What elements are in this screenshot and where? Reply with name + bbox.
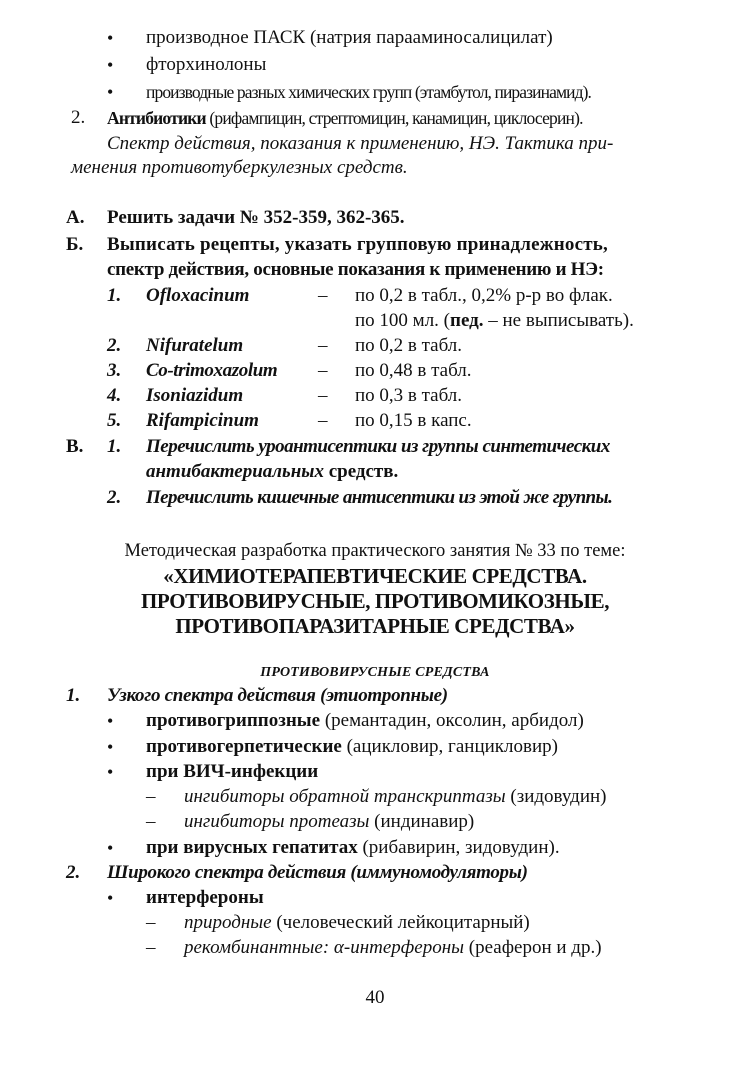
group1-title: Узкого спектра действия (этиотропные) bbox=[107, 685, 448, 706]
antiviral-item-hepatitis bbox=[146, 836, 560, 860]
antibiotics-line bbox=[107, 106, 583, 130]
antibiotics-note-line2: менения противотуберкулезных средств. bbox=[71, 157, 408, 178]
drug-number: 4. bbox=[107, 385, 122, 406]
task-v-item-number: 2. bbox=[107, 487, 122, 508]
task-v-item1-bold: средств. bbox=[323, 461, 399, 482]
hiv-sub-rt-inhibitors bbox=[184, 785, 607, 809]
dash-marker: – bbox=[146, 786, 156, 807]
dash-marker: – bbox=[146, 937, 156, 958]
task-v-item2-text: Перечислить кишечные антисептики из этой же группы. bbox=[146, 487, 613, 508]
drug-name-ofloxacinum: Ofloxacinum bbox=[146, 285, 250, 306]
dose-cont-pre: по 100 мл. ( bbox=[355, 310, 450, 331]
dose-cont-ped: пед. bbox=[450, 310, 484, 331]
drug-dose: по 0,2 в табл. bbox=[355, 335, 463, 356]
antiviral-item-herpes-label: противогерпетические bbox=[146, 736, 342, 757]
drug-dash: – bbox=[318, 335, 328, 356]
antiviral-item-herpes bbox=[146, 735, 558, 759]
ifn-sub-recombinant bbox=[184, 936, 602, 960]
antiviral-item-flu bbox=[146, 709, 584, 733]
drug-number: 2. bbox=[107, 335, 122, 356]
task-v-item-number: 1. bbox=[107, 436, 122, 457]
task-b-line2: спектр действия, основные показания к применению и НЭ: bbox=[107, 259, 604, 280]
lesson-title-line2: ПРОТИВОВИРУСНЫЕ, ПРОТИВОМИКОЗНЫЕ, bbox=[140, 589, 610, 613]
bullet-text-fluoroquinolones: фторхинолоны bbox=[146, 54, 267, 75]
bullet-marker: • bbox=[107, 28, 114, 48]
bullet-marker: • bbox=[107, 711, 114, 731]
drug-number: 1. bbox=[107, 285, 122, 306]
item-number: 2. bbox=[71, 107, 86, 128]
drug-dose: по 0,48 в табл. bbox=[355, 360, 472, 381]
drug-dose: по 0,15 в капс. bbox=[355, 410, 472, 431]
ifn-sub-recombinant-detail: (реаферон и др.) bbox=[464, 937, 602, 958]
task-v-item1-line2 bbox=[146, 460, 398, 484]
bullet-marker: • bbox=[107, 55, 114, 75]
task-letter-a: А. bbox=[66, 207, 85, 228]
ifn-sub-recombinant-label: рекомбинантные: α-интерфероны bbox=[184, 937, 465, 958]
drug-dose-continuation bbox=[355, 309, 634, 333]
antiviral-item-herpes-drugs: (ацикловир, ганцикловир) bbox=[341, 736, 558, 757]
task-letter-b: Б. bbox=[66, 234, 84, 255]
bullet-marker: • bbox=[107, 82, 114, 102]
drug-name-co-trimoxazolum: Co-trimoxazolum bbox=[146, 360, 278, 381]
group-number: 2. bbox=[66, 862, 81, 883]
antiviral-item-hiv: при ВИЧ-инфекции bbox=[146, 761, 319, 782]
drug-dash: – bbox=[318, 285, 328, 306]
page-number: 40 bbox=[365, 987, 385, 1008]
drug-name-rifampicinum: Rifampicinum bbox=[146, 410, 259, 431]
bullet-text-pask: производное ПАСК (натрия парааминосалицилат) bbox=[146, 27, 553, 48]
drug-name-isoniazidum: Isoniazidum bbox=[146, 385, 244, 406]
hiv-sub-rt-drug: (зидовудин) bbox=[505, 786, 607, 807]
antiviral-item-flu-label: противогриппозные bbox=[146, 710, 321, 731]
hiv-sub-protease-inhibitors bbox=[184, 810, 474, 834]
antiviral-item-hepatitis-drugs: (рибавирин, зидовудин). bbox=[357, 837, 560, 858]
drug-name-nifuratelum: Nifuratelum bbox=[146, 335, 244, 356]
task-letter-v: В. bbox=[66, 436, 84, 457]
antiviral-item-hepatitis-label: при вирусных гепатитах bbox=[146, 837, 358, 858]
drug-number: 5. bbox=[107, 410, 122, 431]
antibiotics-list: (рифампицин, стрептомицин, канамицин, циклосерин). bbox=[205, 108, 583, 128]
hiv-sub-protease-label: ингибиторы протеазы bbox=[184, 811, 370, 832]
ifn-sub-natural bbox=[184, 911, 530, 935]
bullet-text-other-groups: производные разных химических групп (этамбутол, пиразинамид). bbox=[146, 82, 592, 102]
drug-dose: по 0,3 в табл. bbox=[355, 385, 463, 406]
drug-dash: – bbox=[318, 360, 328, 381]
antiviral-item-flu-drugs: (ремантадин, оксолин, арбидол) bbox=[320, 710, 584, 731]
ifn-sub-natural-label: природные bbox=[184, 912, 272, 933]
dose-cont-post: – не выписывать). bbox=[483, 310, 634, 331]
section-heading: ПРОТИВОВИРУСНЫЕ СРЕДСТВА bbox=[260, 665, 490, 680]
drug-number: 3. bbox=[107, 360, 122, 381]
task-v-item1-italic: антибактериальных bbox=[146, 461, 324, 482]
lesson-intro: Методическая разработка практического занятия № 33 по теме: bbox=[124, 541, 626, 561]
bullet-marker: • bbox=[107, 762, 114, 782]
antibiotics-label: Антибиотики bbox=[107, 108, 206, 128]
lesson-title-line3: ПРОТИВОПАРАЗИТАРНЫЕ СРЕДСТВА» bbox=[175, 614, 575, 638]
hiv-sub-protease-drug: (индинавир) bbox=[369, 811, 475, 832]
group2-title: Широкого спектра действия (иммуномодуляторы) bbox=[107, 862, 528, 883]
dash-marker: – bbox=[146, 912, 156, 933]
hiv-sub-rt-label: ингибиторы обратной транскриптазы bbox=[184, 786, 506, 807]
bullet-marker: • bbox=[107, 888, 114, 908]
drug-dash: – bbox=[318, 410, 328, 431]
task-b-line1: Выписать рецепты, указать групповую принадлежность, bbox=[107, 234, 608, 255]
antibiotics-note-line1: Спектр действия, показания к применению, НЭ. Тактика при- bbox=[107, 133, 614, 154]
dash-marker: – bbox=[146, 811, 156, 832]
group-number: 1. bbox=[66, 685, 81, 706]
ifn-sub-natural-detail: (человеческий лейкоцитарный) bbox=[271, 912, 530, 933]
task-a-text: Решить задачи № 352-359, 362-365. bbox=[107, 207, 405, 228]
bullet-marker: • bbox=[107, 737, 114, 757]
bullet-marker: • bbox=[107, 838, 114, 858]
drug-dash: – bbox=[318, 385, 328, 406]
antiviral-item-interferons: интерфероны bbox=[146, 887, 264, 908]
task-v-item1-line1: Перечислить уроантисептики из группы синтетических bbox=[146, 436, 610, 457]
lesson-title-line1: «ХИМИОТЕРАПЕВТИЧЕСКИЕ СРЕДСТВА. bbox=[163, 564, 587, 588]
drug-dose: по 0,2 в табл., 0,2% р-р во флак. bbox=[355, 285, 613, 306]
